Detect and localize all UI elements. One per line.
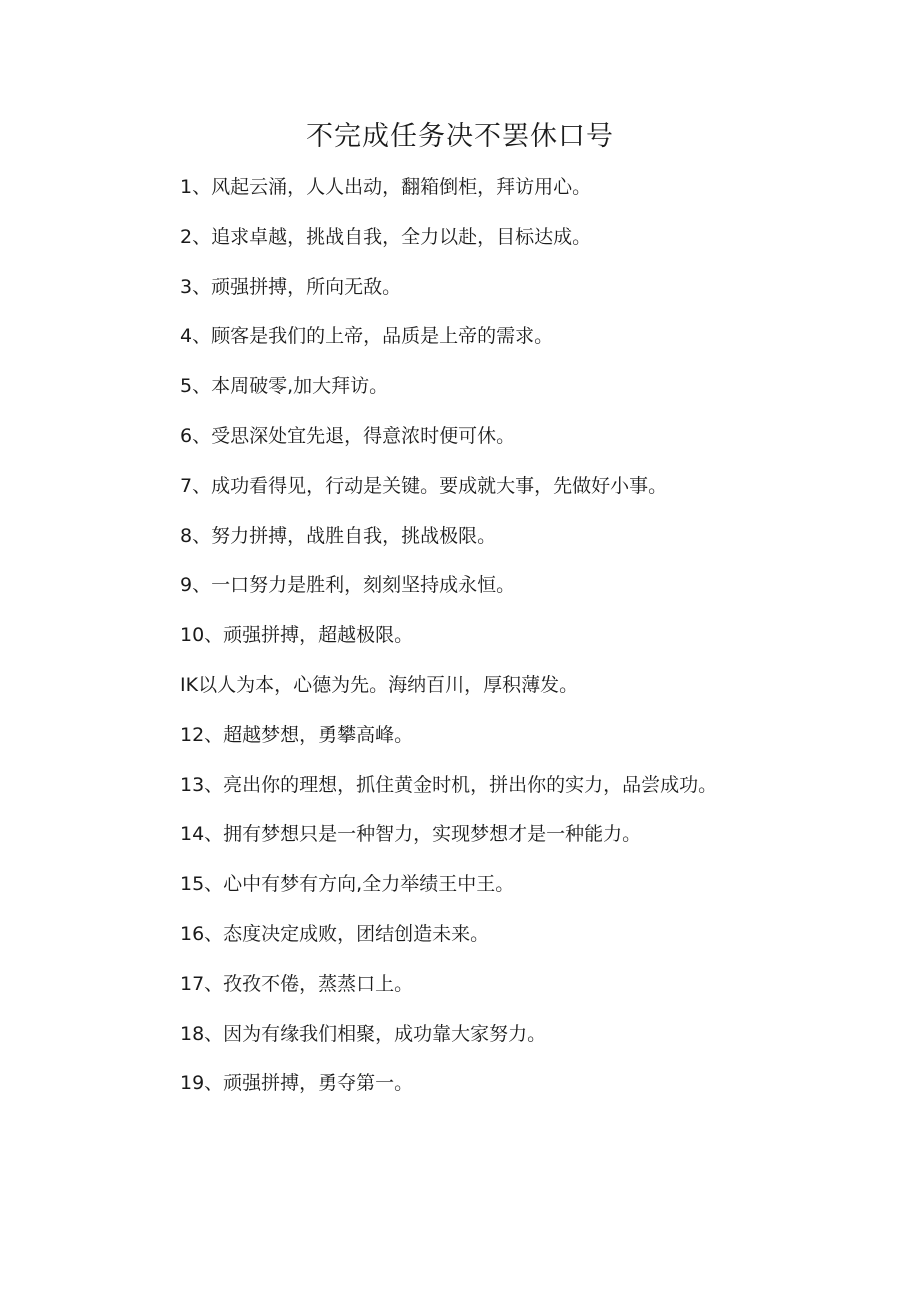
slogan-item: 6、受思深处宜先退，得意浓时便可休。 bbox=[180, 424, 516, 447]
slogan-item: 14、拥有梦想只是一种智力，实现梦想才是一种能力。 bbox=[180, 823, 642, 846]
slogan-item: 19、顽强拼搏，勇夺第一。 bbox=[180, 1072, 414, 1095]
slogan-item: 17、孜孜不倦，蒸蒸口上。 bbox=[180, 972, 414, 995]
slogan-item: 1、风起云涌，人人出动，翻箱倒柜，拜访用心。 bbox=[180, 176, 592, 198]
slogan-item: 4、顾客是我们的上帝，品质是上帝的需求。 bbox=[180, 325, 554, 348]
slogan-item: 15、心中有梦有方向,全力举绩王中王。 bbox=[180, 873, 515, 896]
slogan-item: 16、态度决定成败，团结创造未来。 bbox=[180, 922, 490, 945]
slogan-item: 8、努力拼搏，战胜自我，挑战极限。 bbox=[180, 524, 497, 547]
slogan-item: 9、一口努力是胜利，刻刻坚持成永恒。 bbox=[180, 574, 516, 597]
slogan-item: 5、本周破零,加大拜访。 bbox=[180, 375, 389, 398]
document-title: 不完成任务决不罢休口号 bbox=[306, 121, 614, 152]
slogan-item: 7、成功看得见，行动是关键。要成就大事，先做好小事。 bbox=[180, 474, 668, 497]
slogan-item: 18、因为有缘我们相聚，成功靠大家努力。 bbox=[180, 1022, 547, 1045]
slogan-item: 3、顽强拼搏，所向无敌。 bbox=[180, 275, 402, 298]
slogan-item: 13、亮出你的理想，抓住黄金时机，拼出你的实力，品尝成功。 bbox=[180, 773, 718, 796]
slogan-item: 2、追求卓越，挑战自我，全力以赴，目标达成。 bbox=[180, 225, 592, 248]
slogan-list bbox=[180, 175, 755, 1121]
slogan-item: IK以人为本，心德为先。海纳百川，厚积薄发。 bbox=[180, 673, 579, 696]
slogan-item: 10、顽强拼搏，超越极限。 bbox=[180, 624, 414, 647]
slogan-item: 12、超越梦想，勇攀高峰。 bbox=[180, 723, 414, 746]
